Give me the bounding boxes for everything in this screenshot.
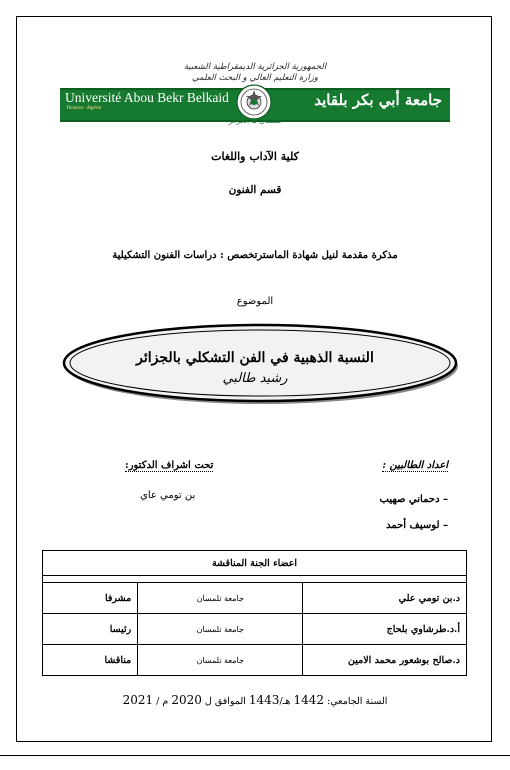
hijri-year-2: 1443 [248, 693, 280, 707]
member-institution: جامعة تلمسان [138, 583, 303, 614]
small-emblem-icon: ✿ [251, 117, 258, 125]
subject-label: الموضوع [236, 296, 274, 307]
hijri-year-1: 1442 [293, 693, 325, 707]
country-name: الجزائر [228, 117, 250, 125]
member-role: مناقشا [43, 645, 138, 676]
thesis-statement: مذكرة مقدمة لنيل شهادة الماسترتخصص : دراسات الفنون التشكيلية [112, 250, 398, 261]
table-row [43, 614, 467, 645]
students-label: اعداد الطالبين : [382, 460, 448, 471]
city-name: تلمسان [259, 117, 282, 125]
supervisor-label: تحت اشراف الدكتور: [125, 460, 214, 471]
republic-header [120, 62, 390, 84]
member-name: د.بن تومي علي [303, 583, 467, 614]
city-caption [220, 117, 290, 125]
committee-spacer-row [43, 576, 467, 583]
gregorian-year-1: 2020 [171, 693, 202, 707]
university-name-fr: Université Abou Bekr Belkaid [65, 90, 229, 105]
thesis-title: النسبة الذهبية في الفن التشكلي بالجزائر [136, 350, 374, 366]
supervisor-name: بن تومي عاي [140, 490, 196, 501]
member-name: د.صالح بوشعور محمد الامين [303, 645, 467, 676]
republic-line: الجمهورية الجزائرية الديمقراطية الشعبية [183, 62, 327, 72]
university-emblem-icon [236, 84, 272, 120]
committee-header: اعضاء الجنة المناقشة [43, 551, 467, 576]
member-institution: جامعة تلمسان [138, 645, 303, 676]
thesis-subtitle: رشيد طالبي [222, 371, 288, 386]
university-name-ar: جامعة أبي بكر بلقايد [314, 91, 442, 109]
table-row [43, 583, 467, 614]
academic-year [90, 693, 420, 707]
university-location-fr: Tlemcen · Algérie [66, 106, 102, 111]
gregorian-separator: م / [156, 696, 169, 707]
student-name-1: – دحماني صهيب [379, 494, 448, 505]
member-role: مشرفا [43, 583, 138, 614]
member-institution: جامعة تلمسان [138, 614, 303, 645]
hijri-separator: هـ/ [279, 696, 291, 707]
department-name: قسم الفنون [228, 184, 282, 196]
member-role: رئيسا [43, 614, 138, 645]
academic-year-prefix: السنة الجامعي: [327, 696, 388, 707]
committee-table [42, 550, 467, 676]
academic-year-middle: الموافق ل [204, 696, 246, 707]
table-row [43, 645, 467, 676]
gregorian-year-2: 2021 [122, 693, 154, 707]
faculty-name: كلية الآداب واللغات [211, 150, 299, 163]
ministry-line: وزارة التعليم العالي و البحث العلمي [192, 73, 318, 83]
member-name: أ.د.طرشاوي بلحاج [303, 614, 467, 645]
student-name-2: – لوسيف أحمد [386, 520, 448, 531]
bottom-rule [0, 755, 510, 756]
committee-header-row [43, 551, 467, 576]
